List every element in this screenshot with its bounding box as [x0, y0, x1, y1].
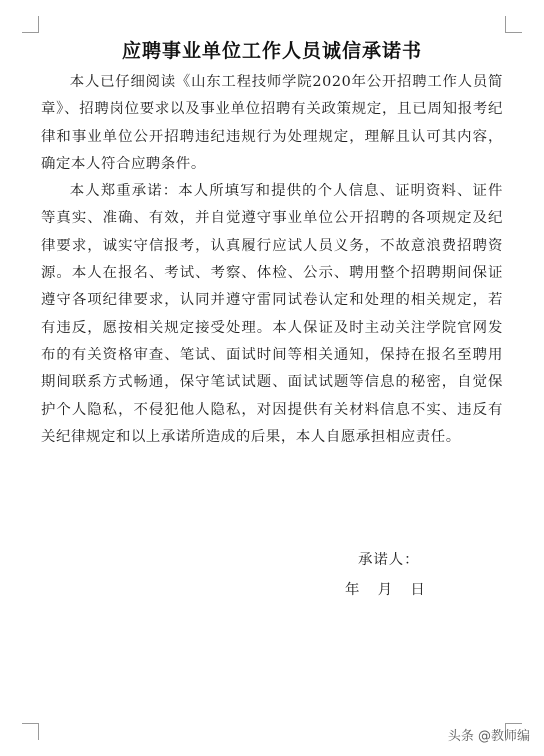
crop-mark-top-right: [505, 16, 522, 33]
paragraph-2: 本人郑重承诺：本人所填写和提供的个人信息、证明资料、证件等真实、准确、有效，并自觉遵守事业单位公开招聘的各项规定及纪律要求，诚实守信报考，认真履行应试人员义务，不故意浪费招聘资源。本人在报名、考试、考察、体检、公示、聘用整个招聘期间保证遵守各项纪律要求，认同并遵守雷同试卷认定和处理的相关规定，若有违反，愿按相关规定接受处理。本人保证及时主动关注学院官网发布的有关资格审查、笔试、面试时间等相关通知，保持在报名至聘用期间联系方式畅通，保守笔试试题、面试试题等信息的秘密，自觉保护个人隐私，不侵犯他人隐私，对因提供有关材料信息不实、违反有关纪律规定和以上承诺所造成的后果，本人自愿承担相应责任。: [41, 183, 503, 445]
watermark: [448, 725, 530, 744]
document-title: 应聘事业单位工作人员诚信承诺书: [121, 40, 422, 62]
signature-label: 承诺人：: [358, 552, 420, 568]
paragraph-1: 本人已仔细阅读《山东工程技师学院2020年公开招聘工作人员简章》、招聘岗位要求以及事业单位招聘有关政策规定，且已周知报考纪律和事业单位公开招聘违纪违规行为处理规定，理解且认可其内容，确定本人符合应聘条件。: [41, 74, 503, 172]
crop-mark-bottom-left: [22, 723, 39, 740]
document-body: [41, 69, 503, 451]
crop-mark-top-left: [22, 16, 39, 33]
watermark-text: 头条 @教师编: [447, 729, 530, 744]
date-line: 年 月 日: [345, 582, 425, 598]
